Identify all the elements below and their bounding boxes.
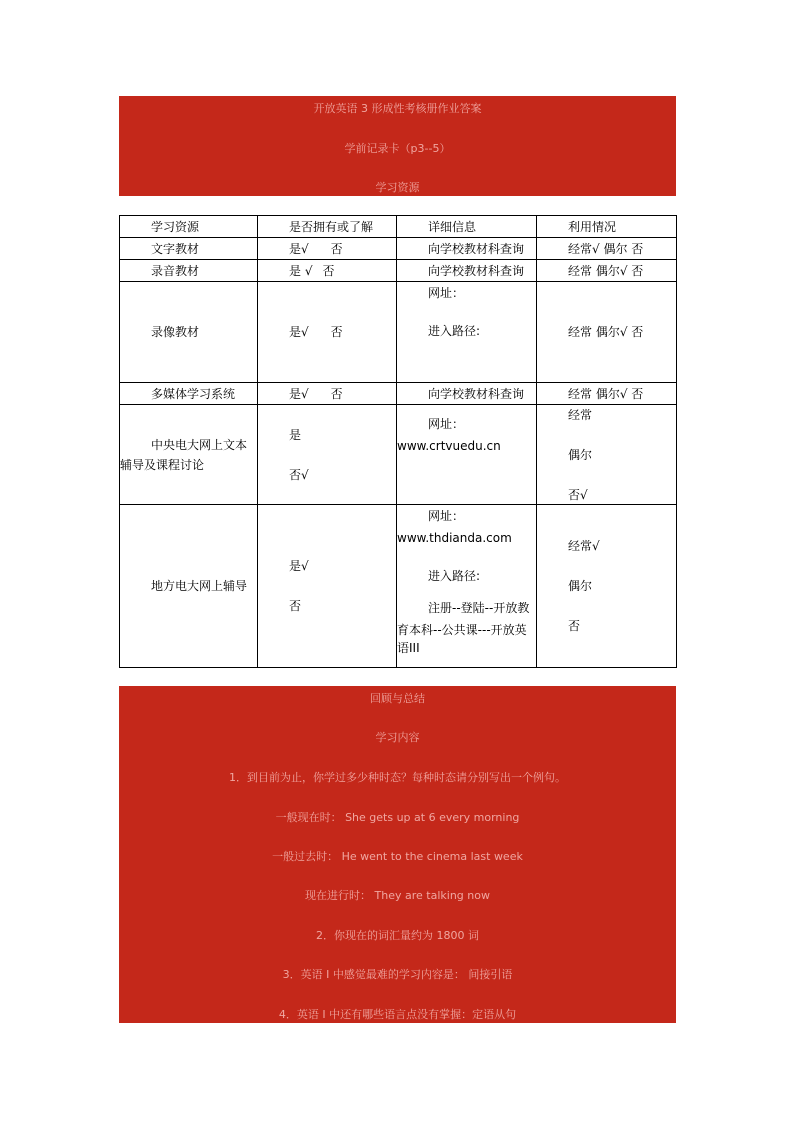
review-question-3: 3．英语 I 中感觉最难的学习内容是： 间接引语 [282,968,513,981]
ownership-cell [258,505,397,668]
review-subheading: 学习内容 [375,731,420,744]
detail-path-line-3: 语III [397,641,420,655]
header-banner [119,96,676,196]
header-usage: 利用情况 [537,216,677,238]
detail-url-label: 网址： [428,286,465,300]
own-no: 否√ [289,467,309,482]
usage-never: 否 [568,619,581,633]
usage-sometimes: 偶尔 [568,448,593,462]
table-header-row [120,216,677,238]
document-title: 开放英语 3 形成性考核册作业答案 [313,102,482,115]
detail-path-line-2: 育本科--公共课---开放英 [397,623,527,637]
own-yes: 是 √ [289,263,313,278]
detail-path-label: 进入路径: [428,569,481,583]
usage-cell: 经常 偶尔√ 否 [537,260,677,282]
detail-cell: 向学校教材科查询 [397,238,537,260]
own-yes: 是√ [289,559,309,573]
ownership-cell [258,282,397,383]
usage-cell [537,505,677,668]
table-row [120,282,677,383]
detail-url: www.crtvuedu.cn [397,439,501,453]
detail-cell: 向学校教材科查询 [397,383,537,405]
usage-cell: 经常√ 偶尔 否 [537,238,677,260]
usage-sometimes: 偶尔 [568,579,593,593]
ownership-cell [258,383,397,405]
table-row [120,238,677,260]
own-yes: 是√ [289,241,309,256]
detail-path-line-1: 注册--登陆--开放教 [428,601,530,615]
review-answer-progressive: 现在进行时： They are talking now [305,889,490,902]
usage-often: 经常√ [568,539,600,553]
resource-cell: 录像教材 [120,282,258,383]
table-row [120,260,677,282]
table-row [120,405,677,505]
usage-cell [537,405,677,505]
detail-url-label: 网址： [428,417,465,431]
review-answer-present: 一般现在时： She gets up at 6 every morning [275,811,520,824]
review-question-2: 2．你现在的词汇量约为 1800 词 [316,929,479,942]
detail-url: www.thdianda.com [397,531,512,545]
section-heading: 学习资源 [375,181,420,194]
own-yes: 是√ [289,325,309,339]
resource-cell: 录音教材 [120,260,258,282]
own-no: 否 [322,263,335,278]
resource-cell [120,405,258,505]
resource-line-1: 中央电大网上文本 [151,437,248,452]
header-ownership: 是否拥有或了解 [258,216,397,238]
usage-cell: 经常 偶尔√ 否 [537,282,677,383]
own-no: 否 [289,599,302,613]
resource-cell: 地方电大网上辅导 [120,505,258,668]
own-yes: 是 [289,427,302,442]
header-resource: 学习资源 [120,216,258,238]
resource-cell: 多媒体学习系统 [120,383,258,405]
own-yes: 是√ [289,386,309,401]
detail-cell [397,505,537,668]
ownership-cell [258,405,397,505]
review-heading: 回顾与总结 [370,692,425,705]
document-subtitle: 学前记录卡（p3--5） [344,142,451,155]
review-banner [119,686,676,1023]
own-no: 否 [330,386,343,401]
own-no: 否 [330,241,343,256]
review-question-4: 4．英语 I 中还有哪些语言点没有掌握：定语从句 [278,1008,517,1021]
detail-path-label: 进入路径: [428,324,481,338]
own-no: 否 [330,325,343,339]
resource-line-2: 辅导及课程讨论 [120,457,205,472]
resource-cell: 文字教材 [120,238,258,260]
usage-cell: 经常 偶尔√ 否 [537,383,677,405]
review-answer-past: 一般过去时： He went to the cinema last week [272,850,523,863]
usage-often: 经常 [568,408,593,422]
review-question-1: 1．到目前为止，你学过多少种时态？每种时态请分别写出一个例句。 [229,771,566,784]
header-detail: 详细信息 [397,216,537,238]
detail-cell [397,282,537,383]
ownership-cell [258,260,397,282]
detail-cell: 向学校教材科查询 [397,260,537,282]
detail-cell [397,405,537,505]
resource-table [119,215,677,668]
table-row [120,383,677,405]
ownership-cell [258,238,397,260]
usage-never: 否√ [568,488,588,502]
detail-url-label: 网址： [428,509,465,523]
table-row [120,505,677,668]
